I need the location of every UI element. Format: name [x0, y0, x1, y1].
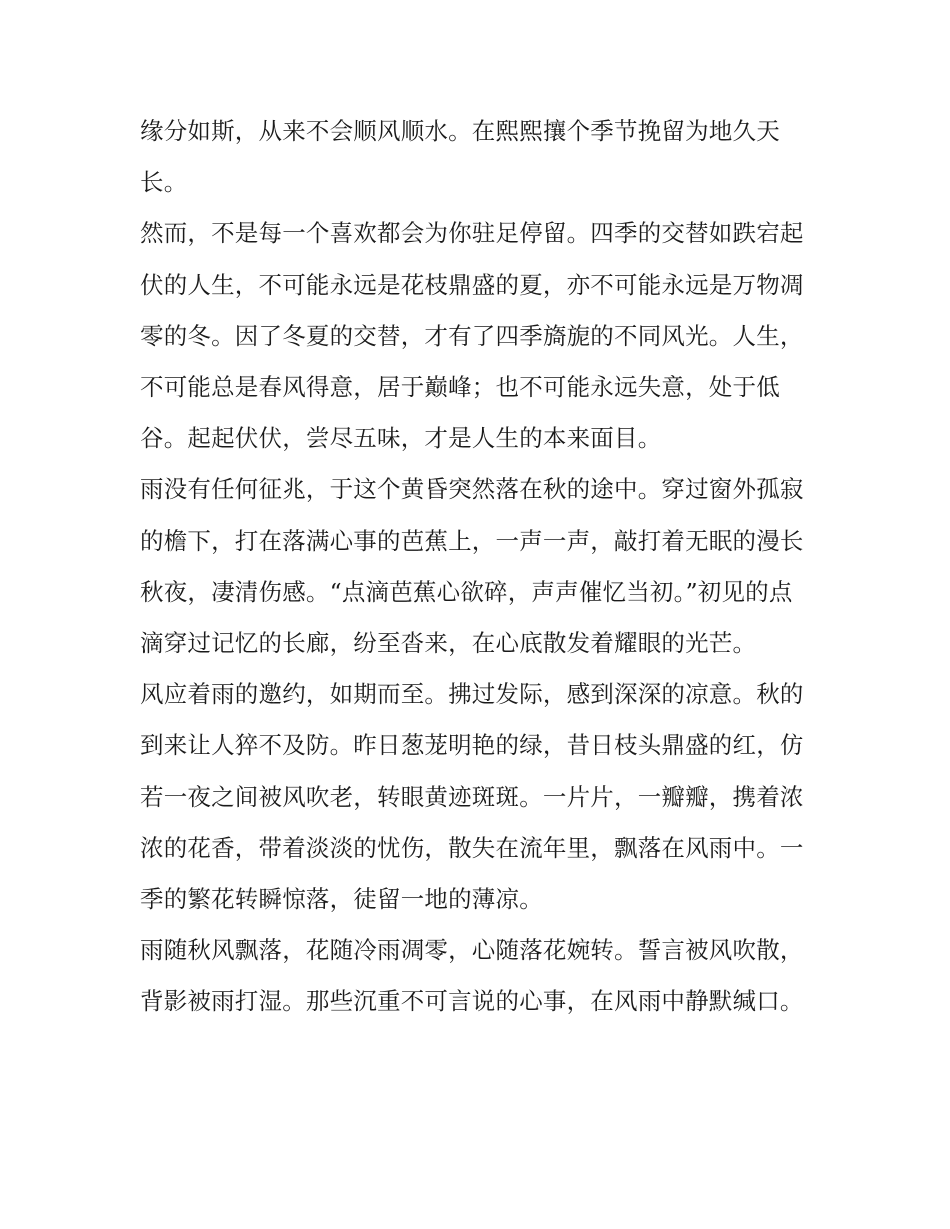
paragraph-3: 雨没有任何征兆，于这个黄昏突然落在秋的途中。穿过窗外孤寂的檐下，打在落满心事的芭蕉上，一声一声，敲打着无眠的漫长秋夜，凄清伤感。“点滴芭蕉心欲碎，声声催忆当初。”初见的点滴穿过记忆的长廊，纷至沓来，在心底散发着耀眼的光芒。: [140, 475, 804, 658]
document-body: [140, 106, 812, 1028]
paragraph-4: 风应着雨的邀约，如期而至。拂过发际，感到深深的凉意。秋的到来让人猝不及防。昨日葱茏明艳的绿，昔日枝头鼎盛的红，仿若一夜之间被风吹老，转眼黄迹斑斑。一片片，一瓣瓣，携着浓浓的花香，带着淡淡的忧伤，散失在流年里，飘落在风雨中。一季的繁花转瞬惊落，徒留一地的薄凉。: [140, 680, 804, 914]
paragraph-5: 雨随秋风飘落，花随冷雨凋零，心随落花婉转。誓言被风吹散，背影被雨打湿。那些沉重不可言说的心事，在风雨中静默缄口。: [140, 936, 804, 1016]
paragraph-2: 然而，不是每一个喜欢都会为你驻足停留。四季的交替如跌宕起伏的人生，不可能永远是花枝鼎盛的夏，亦不可能永远是万物凋零的冬。因了冬夏的交替，才有了四季旖旎的不同风光。人生，不可能总是春风得意，居于巅峰；也不可能永远失意，处于低谷。起起伏伏，尝尽五味，才是人生的本来面目。: [140, 219, 804, 453]
paragraph-1: 缘分如斯，从来不会顺风顺水。在熙熙攘个季节挽留为地久天长。: [140, 117, 780, 197]
